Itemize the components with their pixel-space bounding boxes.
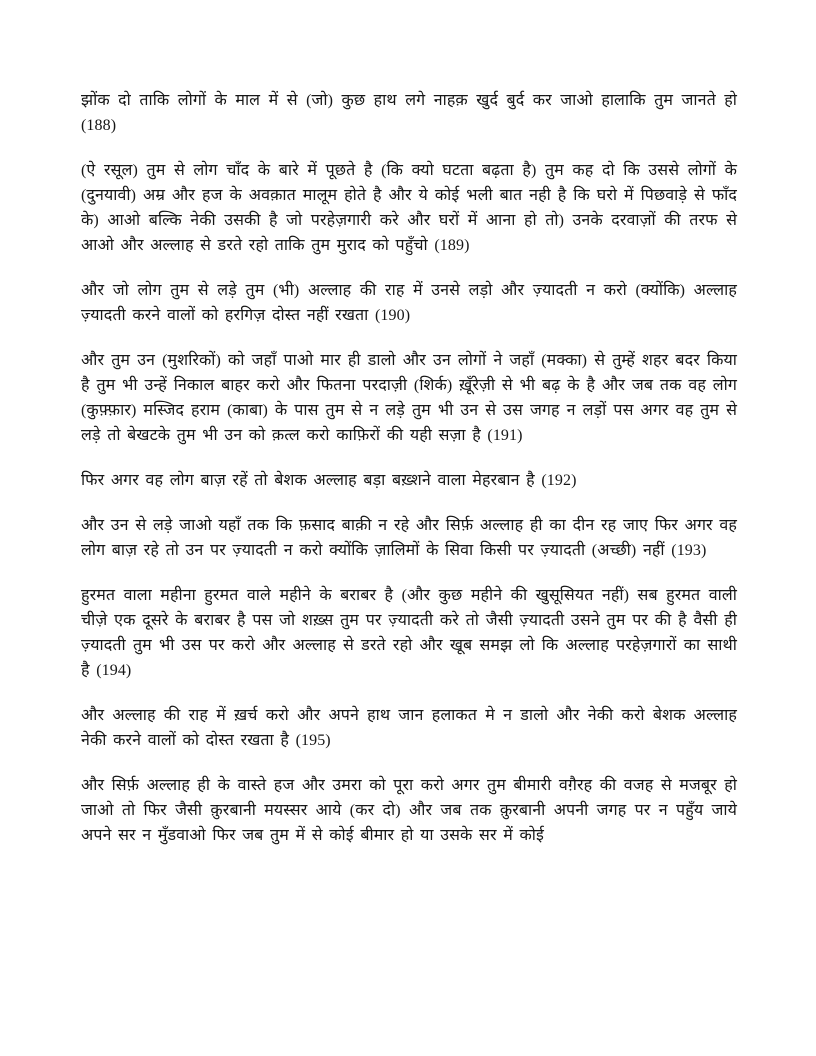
paragraph-verse-192: फिर अगर वह लोग बाज़ रहें तो बेशक अल्लाह बड़ा बख़्शने वाला मेहरबान है (192) <box>81 472 577 489</box>
paragraph-verse-195: और अल्लाह की राह में ख़र्च करो और अपने हाथ जान हलाकत मे न डालो और नेकी करो बेशक अल्लाह नेकी करने वालों को दोस्त रखता है (195) <box>81 707 737 749</box>
paragraph-verse-194: हुरमत वाला महीना हुरमत वाले महीने के बराबर है (और कुछ महीने की खुसूसियत नहीं) सब हुरमत वाली चीज़े एक दूसरे के बराबर है पस जो शख़्स तुम पर ज़्यादती करे तो जैसी ज़्यादती उसने तुम पर की है वैसी ही ज़्यादती तुम भी उस पर करो और अल्लाह से डरते रहो और खूब समझ लो कि अल्लाह परहेज़गारों का साथी है (194) <box>81 587 737 679</box>
paragraph-verse-191: और तुम उन (मुशरिकों) को जहाँ पाओ मार ही डालो और उन लोगों ने जहाँ (मक्का) से तुम्हें शहर बदर किया है तुम भी उन्हें निकाल बाहर करो और फितना परदाज़ी (शिर्क) ख़ूँरेज़ी से भी बढ़ के है और जब तक वह लोग (कुफ़्फ़ार) मस्जिद हराम (काबा) के पास तुम से न लड़े तुम भी उन से उस जगह न लड़ों पस अगर वह तुम से लड़े तो बेखटके तुम भी उन को क़त्ल करो काफ़िरों की यही सज़ा है (191) <box>81 352 737 444</box>
document-body <box>81 88 737 848</box>
paragraph-verse-196-partial: और सिर्फ़ अल्लाह ही के वास्ते हज और उमरा को पूरा करो अगर तुम बीमारी वग़ैरह की वजह से मजबूर हो जाओ तो फिर जैसी क़ुरबानी मयस्सर आये (कर दो) और जब तक क़ुरबानी अपनी जगह पर न पहुँय जाये अपने सर न मुँडवाओ फिर जब तुम में से कोई बीमार हो या उसके सर में कोई <box>81 777 737 844</box>
paragraph-verse-189: (ऐ रसूल) तुम से लोग चाँद के बारे में पूछते है (कि क्यो घटता बढ़ता है) तुम कह दो कि उससे लोगों के (दुनयावी) अम्र और हज के अवक़ात मालूम होते है और ये कोई भली बात नही है कि घरो में पिछवाड़े से फाँद के) आओ बल्कि नेकी उसकी है जो परहेज़गारी करे और घरों में आना हो तो) उनके दरवाज़ों की तरफ से आओ और अल्लाह से डरते रहो ताकि तुम मुराद को पहुँचो (189) <box>81 162 737 254</box>
paragraph-verse-188: झोंक दो ताकि लोगों के माल में से (जो) कुछ हाथ लगे नाहक़ खुर्द बुर्द कर जाओ हालाकि तुम जानते हो (188) <box>81 92 737 134</box>
paragraph-verse-193: और उन से लड़े जाओ यहाँ तक कि फ़साद बाक़ी न रहे और सिर्फ़ अल्लाह ही का दीन रह जाए फिर अगर वह लोग बाज़ रहे तो उन पर ज़्यादती न करो क्योंकि ज़ालिमों के सिवा किसी पर ज़्यादती (अच्छी) नहीं (193) <box>81 517 737 559</box>
paragraph-verse-190: और जो लोग तुम से लड़े तुम (भी) अल्लाह की राह में उनसे लड़ो और ज़्यादती न करो (क्योंकि) अल्लाह ज़्यादती करने वालों को हरगिज़ दोस्त नहीं रखता (190) <box>81 282 737 324</box>
